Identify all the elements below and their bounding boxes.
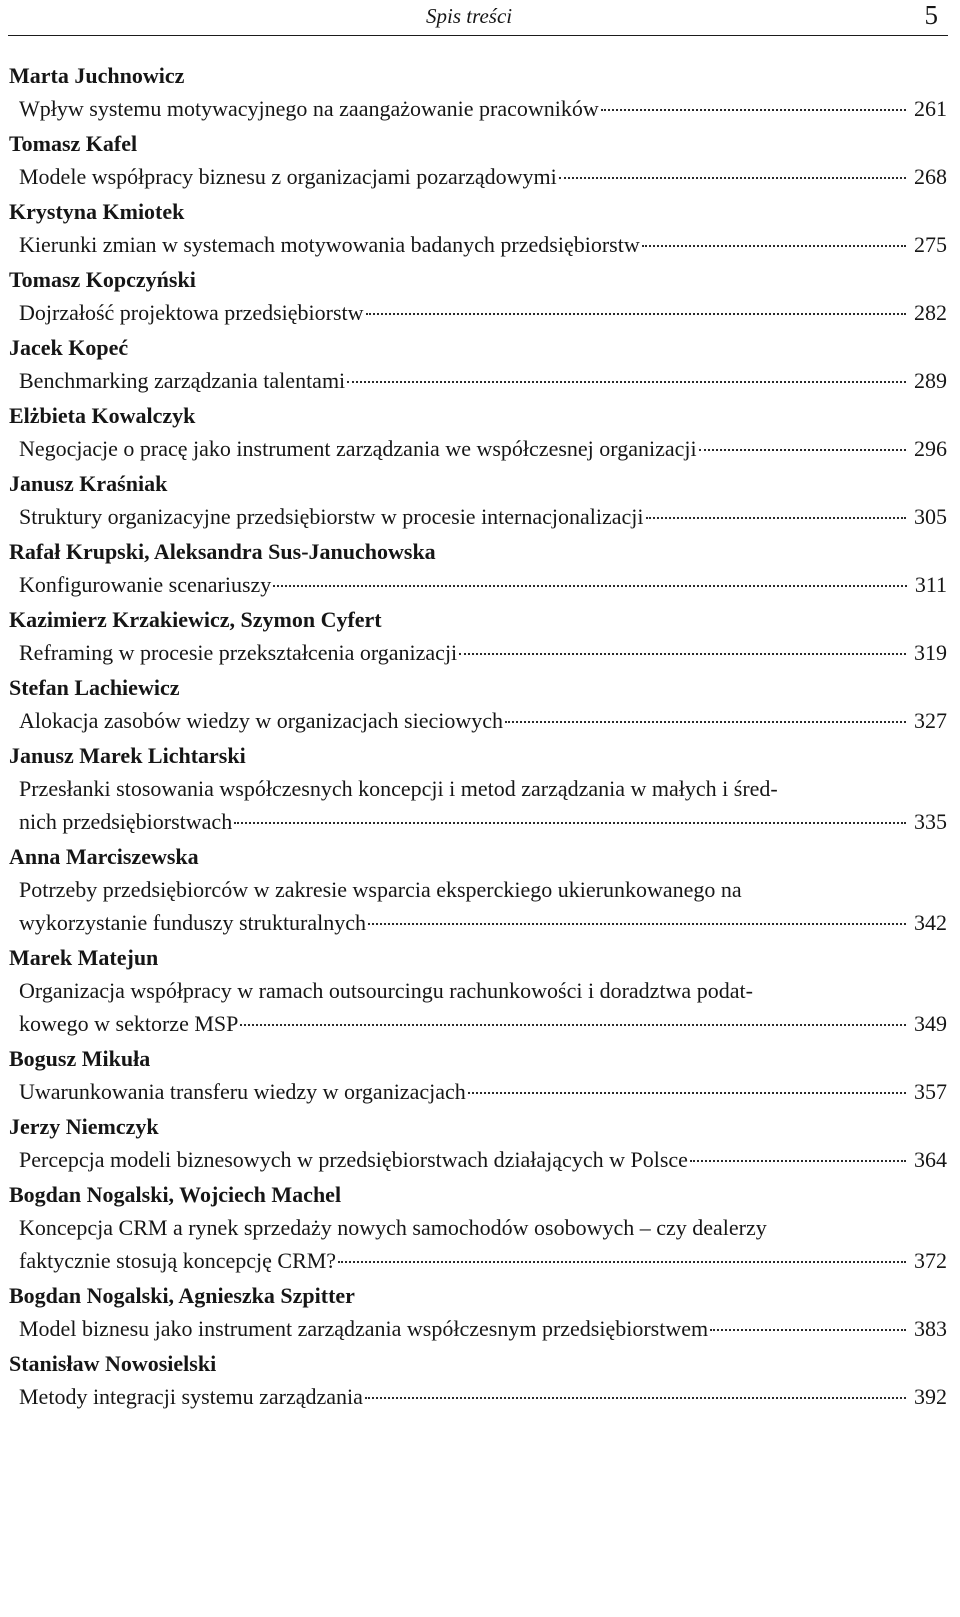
toc-entry-page-number: 319 — [914, 640, 947, 665]
toc-entry-title — [9, 636, 947, 669]
toc-entry-title — [9, 364, 947, 397]
toc-entry — [9, 841, 947, 939]
dot-leader — [365, 1397, 906, 1399]
toc-entry-title — [9, 432, 947, 465]
toc-entry — [9, 468, 947, 533]
toc-entry-author: Kazimierz Krzakiewicz, Szymon Cyfert — [9, 607, 382, 632]
dot-leader — [459, 653, 906, 655]
toc-entry — [9, 332, 947, 397]
toc-entry-title — [9, 974, 947, 1040]
toc-entry — [9, 128, 947, 193]
toc-entry-author: Bogusz Mikuła — [9, 1046, 151, 1071]
toc-entry-title-last-line — [19, 432, 947, 465]
toc-entry-title-last-line — [19, 92, 947, 125]
dot-leader — [240, 1024, 906, 1026]
toc-entry-page-number: 357 — [914, 1079, 947, 1104]
dot-leader — [505, 721, 906, 723]
toc-entry — [9, 604, 947, 669]
toc-entry-author: Jacek Kopeć — [9, 335, 129, 360]
toc-entry-title-last-line — [19, 568, 947, 601]
toc-entry-title — [9, 772, 947, 838]
toc-entry-page-number: 282 — [914, 300, 947, 325]
toc-entry-title-line: kowego w sektorze MSP — [19, 1011, 239, 1036]
toc-entry-title-last-line — [19, 1143, 947, 1176]
toc-entry-title-line: Model biznesu jako instrument zarządzania współczesnym przedsiębiorstwem — [19, 1316, 709, 1341]
toc-entry-title-last-line — [19, 704, 947, 737]
toc-entry-title — [9, 568, 947, 601]
dot-leader — [273, 585, 907, 587]
dot-leader — [234, 822, 906, 824]
toc-entry — [9, 264, 947, 329]
toc-entry-author: Janusz Kraśniak — [9, 471, 168, 496]
toc-entry-page-number: 349 — [914, 1011, 947, 1036]
toc-entry-page-number: 296 — [914, 436, 947, 461]
dot-leader — [710, 1329, 906, 1331]
dot-leader — [699, 449, 906, 451]
toc-entry-author: Stanisław Nowosielski — [9, 1351, 217, 1376]
toc-entry-title-last-line — [19, 228, 947, 261]
toc-entry — [9, 740, 947, 838]
toc-entry-page-number: 261 — [914, 96, 947, 121]
table-of-contents — [9, 60, 947, 1416]
toc-entry — [9, 196, 947, 261]
toc-entry-title-last-line — [19, 906, 947, 939]
dot-leader — [368, 923, 906, 925]
toc-entry-author: Marta Juchnowicz — [9, 63, 185, 88]
toc-entry-author: Elżbieta Kowalczyk — [9, 403, 196, 428]
toc-entry-title-line: Przesłanki stosowania współczesnych koncepcji i metod zarządzania w małych i śred- — [19, 776, 778, 801]
toc-entry-page-number: 335 — [914, 809, 947, 834]
toc-entry — [9, 1179, 947, 1277]
toc-entry-title-line: Kierunki zmian w systemach motywowania badanych przedsiębiorstw — [19, 232, 640, 257]
toc-entry-title-line: Negocjacje o pracę jako instrument zarządzania we współczesnej organizacji — [19, 436, 697, 461]
toc-entry-title — [9, 500, 947, 533]
toc-entry-page-number: 342 — [914, 910, 947, 935]
toc-entry-author: Stefan Lachiewicz — [9, 675, 180, 700]
toc-entry-author: Janusz Marek Lichtarski — [9, 743, 246, 768]
dot-leader — [601, 109, 906, 111]
dot-leader — [690, 1160, 906, 1162]
dot-leader — [338, 1261, 906, 1263]
toc-entry — [9, 1043, 947, 1108]
header-rule — [8, 35, 948, 36]
toc-entry-title-line: Reframing w procesie przekształcenia organizacji — [19, 640, 458, 665]
toc-entry-title-last-line — [19, 160, 947, 193]
running-header — [0, 0, 948, 40]
page-number: 5 — [924, 0, 938, 30]
toc-entry-page-number: 392 — [914, 1384, 947, 1409]
toc-entry-title — [9, 1380, 947, 1413]
toc-entry-page-number: 289 — [914, 368, 947, 393]
dot-leader — [347, 381, 906, 383]
toc-entry — [9, 672, 947, 737]
toc-entry-page-number: 275 — [914, 232, 947, 257]
toc-entry-author: Tomasz Kopczyński — [9, 267, 196, 292]
toc-entry-title-line: Metody integracji systemu zarządzania — [19, 1384, 363, 1409]
dot-leader — [366, 313, 906, 315]
dot-leader — [559, 177, 906, 179]
toc-entry-title — [9, 1075, 947, 1108]
toc-entry-title-line: wykorzystanie funduszy strukturalnych — [19, 910, 367, 935]
toc-entry-page-number: 268 — [914, 164, 947, 189]
toc-entry-title-last-line — [19, 1312, 947, 1345]
toc-entry-title — [9, 873, 947, 939]
toc-entry-author: Krystyna Kmiotek — [9, 199, 185, 224]
toc-entry-title-line: Benchmarking zarządzania talentami — [19, 368, 346, 393]
toc-entry-title-line: Alokacja zasobów wiedzy w organizacjach sieciowych — [19, 708, 504, 733]
toc-entry-title — [9, 92, 947, 125]
toc-entry-title-last-line — [19, 500, 947, 533]
toc-entry-title-last-line — [19, 1075, 947, 1108]
toc-entry-title-last-line — [19, 1244, 947, 1277]
toc-entry-title-line: Dojrzałość projektowa przedsiębiorstw — [19, 300, 364, 325]
dot-leader — [468, 1092, 906, 1094]
toc-entry-title-line: Struktury organizacyjne przedsiębiorstw w procesie internacjonalizacji — [19, 504, 644, 529]
toc-entry-title-last-line — [19, 1380, 947, 1413]
toc-entry-title — [9, 296, 947, 329]
toc-entry-title-line: Organizacja współpracy w ramach outsourcingu rachunkowości i doradztwa podat- — [19, 978, 753, 1003]
toc-entry-title-line: Potrzeby przedsiębiorców w zakresie wsparcia eksperckiego ukierunkowanego na — [19, 877, 742, 902]
toc-entry-title — [9, 228, 947, 261]
toc-entry-title-last-line — [19, 296, 947, 329]
toc-entry-title — [9, 160, 947, 193]
toc-entry-author: Jerzy Niemczyk — [9, 1114, 159, 1139]
toc-entry-title-line: Modele współpracy biznesu z organizacjami pozarządowymi — [19, 164, 557, 189]
toc-entry-author: Bogdan Nogalski, Agnieszka Szpitter — [9, 1283, 355, 1308]
toc-entry-author: Bogdan Nogalski, Wojciech Machel — [9, 1182, 342, 1207]
toc-entry-page-number: 327 — [914, 708, 947, 733]
toc-entry-title-last-line — [19, 636, 947, 669]
toc-entry-author: Anna Marciszewska — [9, 844, 199, 869]
toc-entry-page-number: 311 — [914, 572, 947, 597]
toc-entry-title-line: Percepcja modeli biznesowych w przedsiębiorstwach działających w Polsce — [19, 1147, 688, 1172]
toc-entry-title-line: Koncepcja CRM a rynek sprzedaży nowych samochodów osobowych – czy dealerzy — [19, 1215, 767, 1240]
toc-entry-title-line: Wpływ systemu motywacyjnego na zaangażowanie pracowników — [19, 96, 599, 121]
toc-entry-author: Tomasz Kafel — [9, 131, 138, 156]
toc-entry-title-line: Uwarunkowania transferu wiedzy w organizacjach — [19, 1079, 466, 1104]
toc-entry-title-last-line — [19, 805, 947, 838]
dot-leader — [642, 245, 906, 247]
toc-entry — [9, 1348, 947, 1413]
toc-entry-title-last-line — [19, 364, 947, 397]
toc-entry — [9, 60, 947, 125]
toc-entry-title — [9, 704, 947, 737]
toc-entry — [9, 942, 947, 1040]
toc-entry-author: Marek Matejun — [9, 945, 159, 970]
running-header-title: Spis treści — [426, 4, 513, 28]
toc-entry-author: Rafał Krupski, Aleksandra Sus-Januchowska — [9, 539, 436, 564]
toc-entry-title-line: nich przedsiębiorstwach — [19, 809, 233, 834]
toc-entry — [9, 1111, 947, 1176]
toc-entry-title — [9, 1312, 947, 1345]
toc-entry-page-number: 305 — [914, 504, 947, 529]
toc-entry-title — [9, 1211, 947, 1277]
toc-entry — [9, 536, 947, 601]
toc-entry-page-number: 364 — [914, 1147, 947, 1172]
toc-entry-title — [9, 1143, 947, 1176]
dot-leader — [646, 517, 906, 519]
toc-entry — [9, 400, 947, 465]
toc-entry-title-line: Konfigurowanie scenariuszy — [19, 572, 272, 597]
toc-entry-title-line: faktycznie stosują koncepcję CRM? — [19, 1248, 337, 1273]
toc-entry — [9, 1280, 947, 1345]
toc-entry-title-last-line — [19, 1007, 947, 1040]
toc-entry-page-number: 372 — [914, 1248, 947, 1273]
toc-entry-page-number: 383 — [914, 1316, 947, 1341]
